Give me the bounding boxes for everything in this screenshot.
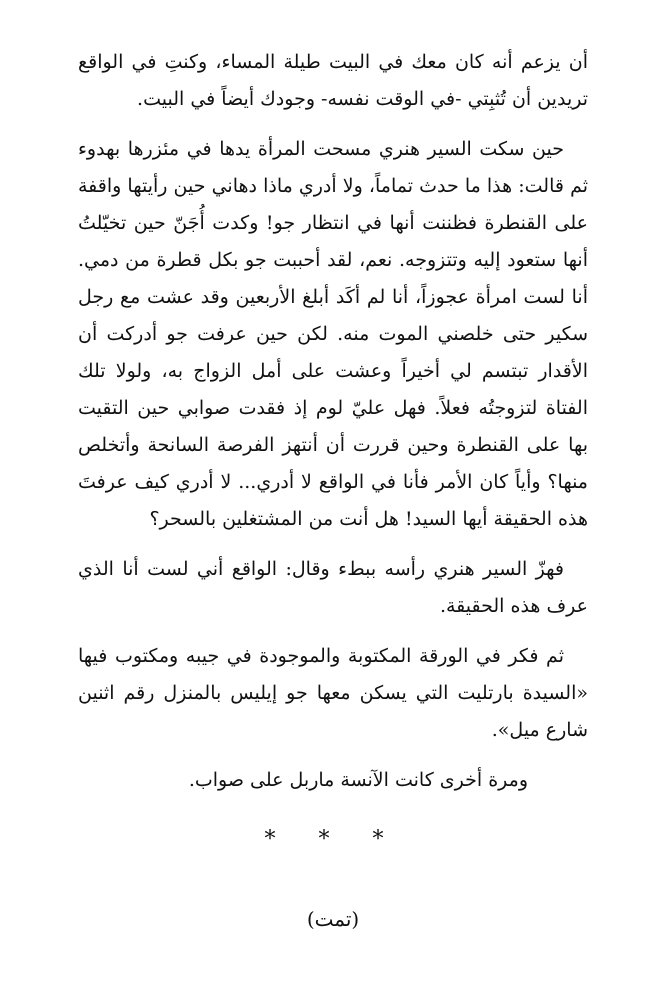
paragraph-4: ثم فكر في الورقة المكتوبة والموجودة في جيبه ومكتوب فيها «السيدة بارتليت التي يسكن معها جو إيليس بالمنزل رقم اثنين شارع ميل». <box>78 645 588 741</box>
paragraph-3: فهزّ السير هنري رأسه ببطء وقال: الواقع أني لست أنا الذي عرف هذه الحقيقة. <box>78 558 588 617</box>
section-separator: * * * <box>264 827 402 852</box>
paragraph-2: حين سكت السير هنري مسحت المرأة يدها في مئزرها بهدوء ثم قالت: هذا ما حدث تماماً، ولا أدري ماذا دهاني حين رأيتها واقفة على القنطرة فظننت أنها في انتظار جو! وكدت أُجَنّ حين تخيّلتُ أنها ستعود إليه وتتزوجه. نعم، لقد أحببت جو بكل قطرة من دمي. أنا لست امرأة عجوزاً، أنا لم أكَد أبلغ الأربعين وقد عشت مع رجل سكير حتى خلصني الموت منه. لكن حين عرفت جو أدركت أن الأقدار تبتسم لي أخيراً وعشت على أمل الزواج به، ولولا تلك الفتاة لتزوجتُه فعلاً. فهل عليّ لوم إذ فقدت صوابي حين التقيت بها على القنطرة وحين قررت أن أنتهز الفرصة السانحة وأتخلص منها؟ وأياً كان الأمر فأنا في الواقع لا أدري... لا أدري كيف عرفتَ هذه الحقيقة أيها السيد! هل أنت من المشتغلين بالسحر؟ <box>78 138 588 530</box>
end-note: (تمت) <box>306 907 360 931</box>
book-page <box>78 44 588 938</box>
paragraph-5: ومرة أخرى كانت الآنسة ماربل على صواب. <box>188 769 528 791</box>
paragraph-1: أن يزعم أنه كان معك في البيت طيلة المساء، وكنتِ في الواقع تريدين أن تُثبِتي -في الوقت نفسه- وجودك أيضاً في البيت. <box>78 51 588 110</box>
